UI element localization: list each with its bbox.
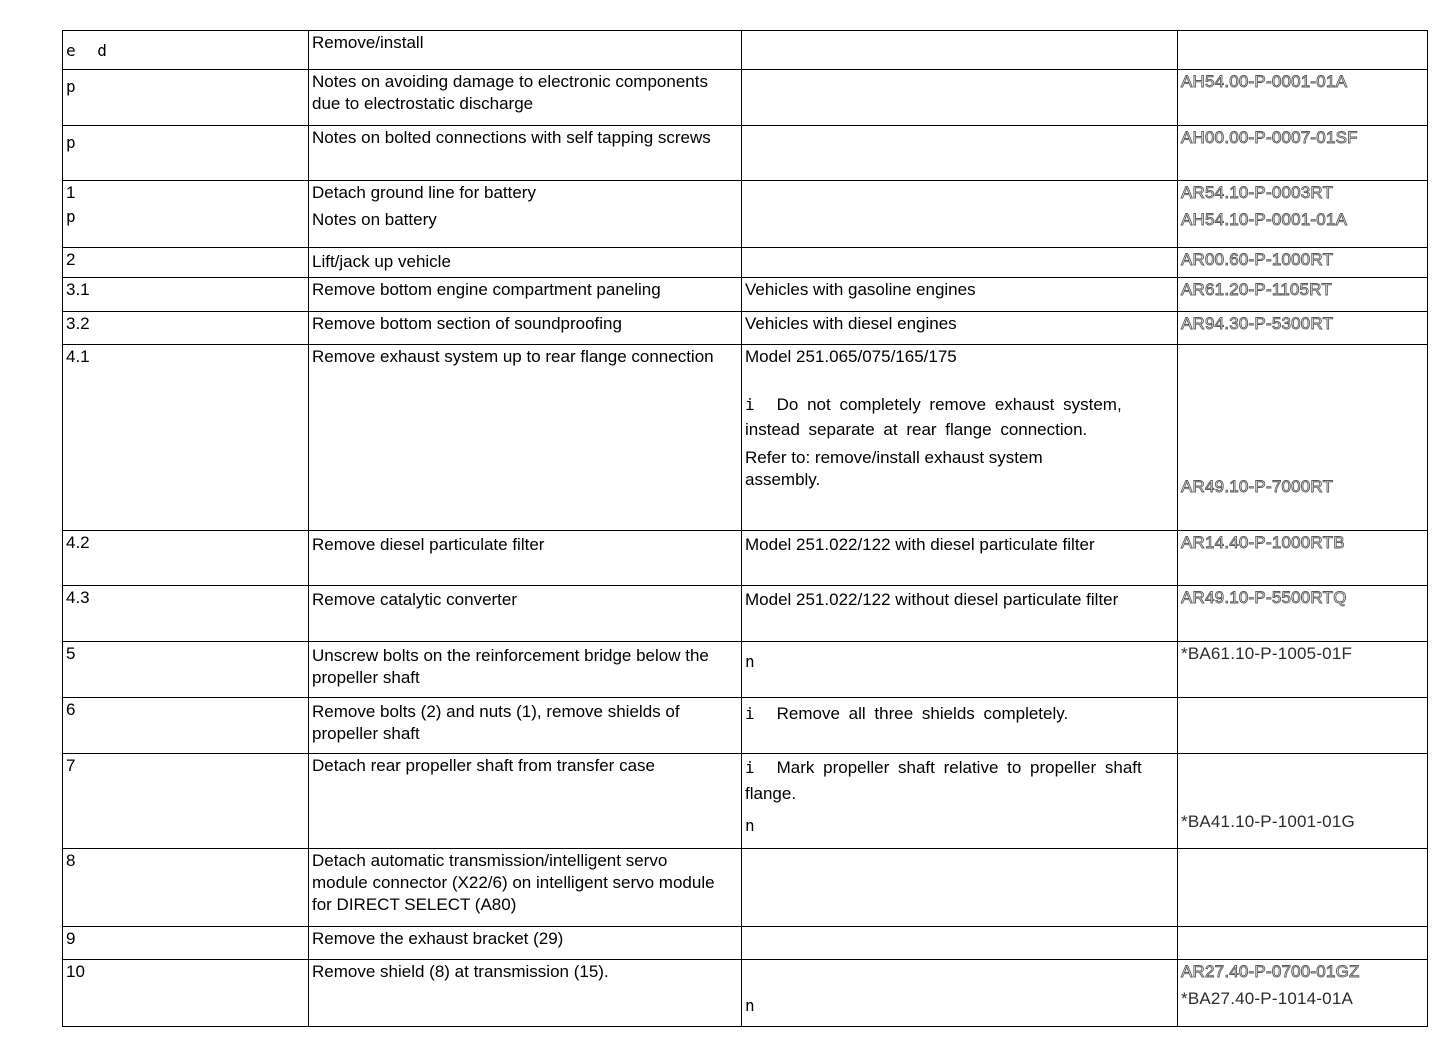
reference-link[interactable]: *BA61.10-P-1005-01F bbox=[1181, 644, 1353, 663]
reference-cell bbox=[1178, 927, 1428, 960]
notes-cell bbox=[742, 960, 1178, 1027]
operation-text: Remove the exhaust bracket (29) bbox=[312, 929, 564, 948]
operation-cell bbox=[309, 586, 742, 642]
table-row bbox=[63, 642, 1428, 698]
operation-text: Remove exhaust system up to rear flange connection bbox=[312, 347, 714, 366]
operation-text: Notes on battery bbox=[312, 210, 437, 229]
notes-cell bbox=[742, 126, 1178, 181]
step-number: 5 bbox=[66, 644, 76, 663]
operation-cell bbox=[309, 70, 742, 126]
step-cell bbox=[63, 31, 309, 70]
table-row bbox=[63, 698, 1428, 754]
table-row bbox=[63, 70, 1428, 126]
operation-cell bbox=[309, 698, 742, 754]
step-symbol: p bbox=[66, 133, 76, 152]
step-number: 1 bbox=[66, 183, 76, 202]
step-cell bbox=[63, 312, 309, 345]
note-text: Vehicles with diesel engines bbox=[745, 314, 957, 333]
reference-link[interactable]: *BA27.40-P-1014-01A bbox=[1181, 989, 1354, 1008]
step-cell bbox=[63, 70, 309, 126]
reference-cell bbox=[1178, 642, 1428, 698]
notes-cell bbox=[742, 698, 1178, 754]
reference-cell bbox=[1178, 754, 1428, 849]
notes-cell bbox=[742, 754, 1178, 849]
reference-link[interactable]: AH54.10-P-0001-01A bbox=[1181, 210, 1348, 229]
reference-link[interactable]: AR49.10-P-5500RTQ bbox=[1181, 588, 1347, 607]
table-row bbox=[63, 586, 1428, 642]
note-text: Model 251.022/122 without diesel particulate filter bbox=[745, 590, 1119, 609]
operation-cell bbox=[309, 181, 742, 248]
operation-text: Remove bolts (2) and nuts (1), remove shields of propeller shaft bbox=[312, 702, 680, 743]
reference-cell bbox=[1178, 586, 1428, 642]
info-note bbox=[745, 703, 1174, 725]
operation-text: Notes on bolted connections with self tapping screws bbox=[312, 128, 711, 147]
reference-link[interactable]: AR27.40-P-0700-01GZ bbox=[1181, 962, 1360, 981]
step-cell bbox=[63, 927, 309, 960]
operation-text: Detach automatic transmission/intelligent servo module connector (X22/6) on intelligent servo module for DIRECT SELECT (A80) bbox=[312, 851, 715, 914]
operation-cell bbox=[309, 278, 742, 312]
operation-text: Remove catalytic converter bbox=[312, 590, 518, 609]
info-note bbox=[745, 392, 1174, 442]
step-cell bbox=[63, 531, 309, 586]
info-note bbox=[745, 755, 1174, 807]
note-text: Model 251.022/122 with diesel particulate filter bbox=[745, 535, 1095, 554]
reference-link[interactable]: AR94.30-P-5300RT bbox=[1181, 314, 1334, 333]
notes-cell bbox=[742, 181, 1178, 248]
hazard-icon: n bbox=[745, 996, 755, 1015]
reference-cell bbox=[1178, 345, 1428, 531]
reference-cell bbox=[1178, 960, 1428, 1027]
reference-link[interactable]: AR61.20-P-1105RT bbox=[1181, 280, 1332, 299]
operation-text: Remove diesel particulate filter bbox=[312, 535, 545, 554]
step-cell bbox=[63, 849, 309, 927]
step-cell bbox=[63, 248, 309, 278]
info-icon: i bbox=[745, 758, 755, 777]
reference-link[interactable]: AH00.00-P-0007-01SF bbox=[1181, 128, 1358, 147]
table-row bbox=[63, 31, 1428, 70]
reference-link[interactable]: *BA41.10-P-1001-01G bbox=[1181, 812, 1355, 831]
notes-cell bbox=[742, 248, 1178, 278]
notes-cell bbox=[742, 642, 1178, 698]
operation-text: Detach ground line for battery bbox=[312, 183, 536, 202]
operation-cell bbox=[309, 849, 742, 927]
reference-link[interactable]: AR14.40-P-1000RTB bbox=[1181, 533, 1345, 552]
table-row bbox=[63, 248, 1428, 278]
step-number: 3.2 bbox=[66, 314, 90, 333]
operation-cell bbox=[309, 345, 742, 531]
step-number: 8 bbox=[66, 851, 76, 870]
step-cell bbox=[63, 181, 309, 248]
step-number: 9 bbox=[66, 929, 76, 948]
step-cell bbox=[63, 698, 309, 754]
note-text: Remove all three shields completely. bbox=[776, 704, 1069, 723]
reference-cell bbox=[1178, 70, 1428, 126]
reference-link[interactable]: AH54.00-P-0001-01A bbox=[1181, 72, 1348, 91]
info-icon: i bbox=[745, 704, 755, 723]
step-cell bbox=[63, 345, 309, 531]
hazard-icon: n bbox=[745, 816, 755, 835]
operation-cell bbox=[309, 31, 742, 70]
operation-cell bbox=[309, 126, 742, 181]
reference-cell bbox=[1178, 248, 1428, 278]
table-row bbox=[63, 345, 1428, 531]
reference-cell bbox=[1178, 31, 1428, 70]
notes-cell bbox=[742, 927, 1178, 960]
operation-text: Unscrew bolts on the reinforcement bridge below the propeller shaft bbox=[312, 646, 709, 687]
operation-text: Lift/jack up vehicle bbox=[312, 252, 451, 271]
step-number: 3.1 bbox=[66, 280, 90, 299]
note-text: Do not completely remove exhaust system, instead separate at rear flange connection. bbox=[745, 395, 1122, 439]
operation-cell bbox=[309, 927, 742, 960]
operation-text: Notes on avoiding damage to electronic components due to electrostatic discharge bbox=[312, 72, 708, 113]
operation-cell bbox=[309, 248, 742, 278]
notes-cell bbox=[742, 31, 1178, 70]
operation-text: Detach rear propeller shaft from transfer case bbox=[312, 756, 655, 775]
reference-link[interactable]: AR54.10-P-0003RT bbox=[1181, 183, 1334, 202]
operation-text: Remove shield (8) at transmission (15). bbox=[312, 962, 609, 981]
step-number: 4.1 bbox=[66, 347, 90, 366]
table-row bbox=[63, 754, 1428, 849]
step-symbol: p bbox=[66, 77, 76, 96]
step-cell bbox=[63, 754, 309, 849]
step-cell bbox=[63, 126, 309, 181]
table-row bbox=[63, 278, 1428, 312]
step-number: 6 bbox=[66, 700, 76, 719]
operation-cell bbox=[309, 312, 742, 345]
step-number: 4.3 bbox=[66, 588, 90, 607]
operation-cell bbox=[309, 531, 742, 586]
hazard-icon: n bbox=[745, 652, 755, 671]
step-cell bbox=[63, 642, 309, 698]
table-row bbox=[63, 849, 1428, 927]
step-cell bbox=[63, 278, 309, 312]
operation-cell bbox=[309, 642, 742, 698]
info-icon: i bbox=[745, 395, 755, 414]
reference-cell bbox=[1178, 849, 1428, 927]
notes-cell bbox=[742, 278, 1178, 312]
note-text: Mark propeller shaft relative to propeller shaft flange. bbox=[745, 758, 1142, 803]
table-row bbox=[63, 531, 1428, 586]
operation-text: Remove bottom section of soundproofing bbox=[312, 314, 622, 333]
operation-text: Remove bottom engine compartment paneling bbox=[312, 280, 661, 299]
reference-cell bbox=[1178, 312, 1428, 345]
procedure-table bbox=[62, 30, 1428, 1027]
step-number: 7 bbox=[66, 756, 76, 775]
step-number: 2 bbox=[66, 250, 76, 269]
model-note: Model 251.065/075/165/175 bbox=[745, 347, 957, 366]
reference-cell bbox=[1178, 698, 1428, 754]
step-number: 10 bbox=[66, 962, 85, 981]
note-text: Vehicles with gasoline engines bbox=[745, 280, 976, 299]
note-text: Refer to: remove/install exhaust system assembly. bbox=[745, 448, 1043, 489]
reference-cell bbox=[1178, 181, 1428, 248]
step-cell bbox=[63, 960, 309, 1027]
notes-cell bbox=[742, 849, 1178, 927]
reference-link[interactable]: AR49.10-P-7000RT bbox=[1181, 477, 1334, 496]
notes-cell bbox=[742, 531, 1178, 586]
step-symbol: e d bbox=[66, 41, 107, 60]
notes-cell bbox=[742, 345, 1178, 531]
reference-link[interactable]: AR00.60-P-1000RT bbox=[1181, 250, 1334, 269]
reference-cell bbox=[1178, 531, 1428, 586]
table-row bbox=[63, 126, 1428, 181]
step-cell bbox=[63, 586, 309, 642]
reference-cell bbox=[1178, 278, 1428, 312]
notes-cell bbox=[742, 312, 1178, 345]
notes-cell bbox=[742, 70, 1178, 126]
step-number: 4.2 bbox=[66, 533, 90, 552]
operation-cell bbox=[309, 754, 742, 849]
step-symbol: p bbox=[66, 207, 76, 226]
operation-cell bbox=[309, 960, 742, 1027]
operation-text: Remove/install bbox=[312, 33, 424, 52]
reference-cell bbox=[1178, 126, 1428, 181]
notes-cell bbox=[742, 586, 1178, 642]
table-row bbox=[63, 927, 1428, 960]
table-row bbox=[63, 181, 1428, 248]
table-row bbox=[63, 312, 1428, 345]
table-row bbox=[63, 960, 1428, 1027]
